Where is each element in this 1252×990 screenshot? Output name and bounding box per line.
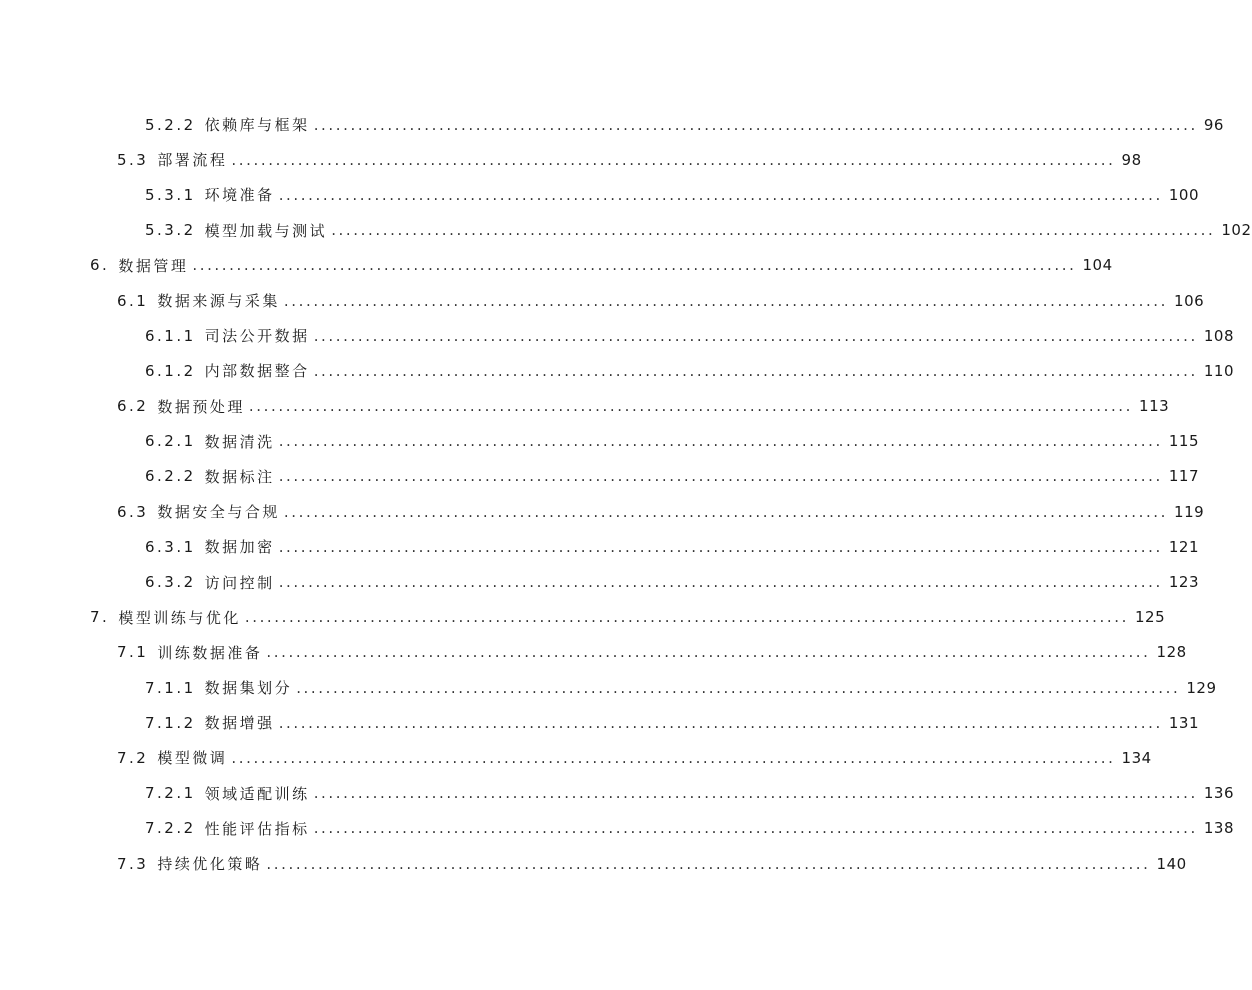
toc-page-number: 134 xyxy=(1121,748,1152,767)
toc-number: 6.1.1 xyxy=(145,326,196,345)
dot-leader: ........................................................................................................................ xyxy=(278,185,1163,204)
toc-page-number: 128 xyxy=(1156,643,1187,662)
toc-page-number: 131 xyxy=(1168,713,1199,732)
toc-number: 7. xyxy=(90,608,110,627)
toc-title: 数据来源与采集 xyxy=(157,292,280,311)
toc-number: 6.2.2 xyxy=(145,467,196,486)
toc-entry-7-2-1[interactable] xyxy=(0,776,1234,811)
dot-leader: ........................................................................................................................ xyxy=(278,432,1163,451)
dot-leader: ........................................................................................................................ xyxy=(278,467,1163,486)
toc-page-number: 138 xyxy=(1203,819,1234,838)
toc-entry-7-2[interactable] xyxy=(0,740,1152,775)
toc-entry-7-1[interactable] xyxy=(0,635,1187,670)
toc-title: 数据加密 xyxy=(204,538,275,557)
toc-title: 数据集划分 xyxy=(204,679,293,698)
toc-entry-6-1[interactable] xyxy=(0,283,1205,318)
dot-leader: ........................................................................................................................ xyxy=(278,537,1163,556)
dot-leader: ........................................................................................................................ xyxy=(244,608,1129,627)
dot-leader: ........................................................................................................................ xyxy=(313,326,1198,345)
dot-leader: ........................................................................................................................ xyxy=(296,678,1181,697)
toc-number: 7.1 xyxy=(117,643,149,662)
toc-number: 7.1.1 xyxy=(145,678,196,697)
dot-leader: ........................................................................................................................ xyxy=(313,115,1198,134)
toc-title: 模型训练与优化 xyxy=(118,608,241,627)
toc-title: 访问控制 xyxy=(204,573,275,592)
toc-entry-6-3[interactable] xyxy=(0,494,1205,529)
toc-title: 司法公开数据 xyxy=(204,327,310,346)
dot-leader: ........................................................................................................................ xyxy=(313,819,1198,838)
toc-number: 6.1.2 xyxy=(145,361,196,380)
toc-entry-5-2-2[interactable] xyxy=(0,107,1224,142)
toc-number: 7.2.2 xyxy=(145,819,196,838)
toc-entry-5-3[interactable] xyxy=(0,142,1142,177)
toc-page-number: 108 xyxy=(1203,326,1234,345)
toc-number: 7.2 xyxy=(117,748,149,767)
dot-leader: ........................................................................................................................ xyxy=(231,748,1116,767)
dot-leader: ........................................................................................................................ xyxy=(283,502,1169,521)
toc-number: 6.3 xyxy=(117,502,149,521)
toc-number: 5.2.2 xyxy=(145,115,196,134)
toc-page-number: 125 xyxy=(1135,608,1166,627)
toc-title: 模型加载与测试 xyxy=(204,221,328,240)
dot-leader: ........................................................................................................................ xyxy=(266,854,1151,873)
toc-page-number: 98 xyxy=(1121,150,1142,169)
toc-number: 5.3.2 xyxy=(145,221,196,240)
toc-number: 7.1.2 xyxy=(145,713,196,732)
toc-entry-7-1-2[interactable] xyxy=(0,705,1199,740)
toc-title: 数据管理 xyxy=(118,256,189,275)
dot-leader: ........................................................................................................................ xyxy=(331,221,1216,240)
toc-entry-6-1-1[interactable] xyxy=(0,318,1234,353)
toc-entry-6-2-2[interactable] xyxy=(0,459,1199,494)
toc-number: 6.3.2 xyxy=(145,573,196,592)
dot-leader: ........................................................................................................................ xyxy=(283,291,1169,310)
toc-number: 7.2.1 xyxy=(145,784,196,803)
toc-number: 5.3 xyxy=(117,150,149,169)
toc-page-number: 129 xyxy=(1186,678,1217,697)
toc-entry-6[interactable] xyxy=(0,248,1113,283)
toc-title: 领域适配训练 xyxy=(204,784,310,803)
dot-leader: ........................................................................................................................ xyxy=(278,713,1163,732)
toc-title: 数据清洗 xyxy=(204,432,275,451)
toc-number: 5.3.1 xyxy=(145,185,196,204)
dot-leader: ........................................................................................................................ xyxy=(278,573,1163,592)
toc-page-number: 104 xyxy=(1082,256,1113,275)
toc-page-number: 110 xyxy=(1203,361,1234,380)
toc-title: 环境准备 xyxy=(204,186,275,205)
toc-title: 依赖库与框架 xyxy=(204,116,310,135)
toc-page-number: 113 xyxy=(1139,397,1170,416)
toc-page-number: 100 xyxy=(1168,185,1199,204)
dot-leader: ........................................................................................................................ xyxy=(192,256,1077,275)
dot-leader: ........................................................................................................................ xyxy=(231,150,1116,169)
toc-title: 内部数据整合 xyxy=(204,362,310,381)
toc-number: 6. xyxy=(90,256,110,275)
toc-title: 持续优化策略 xyxy=(157,855,263,874)
toc-title: 数据增强 xyxy=(204,714,275,733)
dot-leader: ........................................................................................................................ xyxy=(313,784,1198,803)
toc-entry-7-2-2[interactable] xyxy=(0,811,1234,846)
toc-page-number: 106 xyxy=(1174,291,1205,310)
toc-page-number: 136 xyxy=(1203,784,1234,803)
toc-page-number: 102 xyxy=(1221,221,1252,240)
toc-title: 部署流程 xyxy=(157,151,228,170)
toc-title: 数据安全与合规 xyxy=(157,503,280,522)
dot-leader: ........................................................................................................................ xyxy=(313,361,1198,380)
toc-entry-6-3-2[interactable] xyxy=(0,564,1199,599)
toc-page-number: 121 xyxy=(1168,537,1199,556)
toc-page-number: 96 xyxy=(1203,115,1224,134)
toc-number: 6.1 xyxy=(117,291,149,310)
toc-page-number: 123 xyxy=(1168,573,1199,592)
toc-entry-7-1-1[interactable] xyxy=(0,670,1217,705)
toc-page-number: 117 xyxy=(1168,467,1199,486)
toc-entry-7-3[interactable] xyxy=(0,846,1187,881)
toc-entry-7[interactable] xyxy=(0,600,1166,635)
toc-number: 6.2.1 xyxy=(145,432,196,451)
toc-entry-6-2-1[interactable] xyxy=(0,424,1199,459)
toc-entry-5-3-2[interactable] xyxy=(0,213,1252,248)
toc-entry-6-1-2[interactable] xyxy=(0,353,1234,388)
toc-entry-6-3-1[interactable] xyxy=(0,529,1199,564)
toc-title: 性能评估指标 xyxy=(204,819,310,838)
toc-title: 数据预处理 xyxy=(157,397,245,416)
toc-entry-5-3-1[interactable] xyxy=(0,177,1199,212)
toc-number: 6.3.1 xyxy=(145,537,196,556)
table-of-contents xyxy=(0,107,1252,881)
toc-entry-6-2[interactable] xyxy=(0,389,1170,424)
toc-page-number: 140 xyxy=(1156,854,1187,873)
toc-page-number: 119 xyxy=(1174,502,1205,521)
dot-leader: ........................................................................................................................ xyxy=(248,397,1134,416)
toc-number: 7.3 xyxy=(117,854,149,873)
toc-number: 6.2 xyxy=(117,397,149,416)
toc-title: 数据标注 xyxy=(204,467,275,486)
toc-title: 训练数据准备 xyxy=(157,643,263,662)
dot-leader: ........................................................................................................................ xyxy=(266,643,1151,662)
toc-title: 模型微调 xyxy=(157,749,228,768)
toc-page-number: 115 xyxy=(1168,432,1199,451)
